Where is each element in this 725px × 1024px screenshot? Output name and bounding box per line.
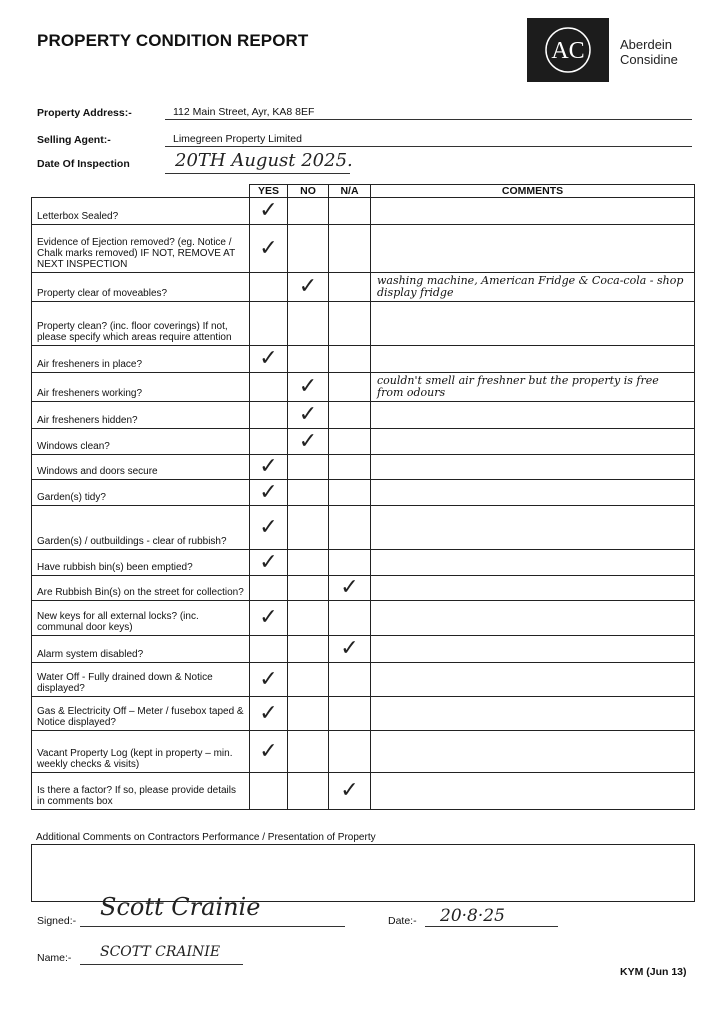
page-title: PROPERTY CONDITION REPORT xyxy=(37,31,309,50)
checklist-question: Gas & Electricity Off – Meter / fusebox taped & Notice displayed? xyxy=(32,697,250,731)
checklist-question: Are Rubbish Bin(s) on the street for collection? xyxy=(32,576,250,601)
checklist-yes-cell xyxy=(250,636,288,663)
checklist-na-cell xyxy=(329,773,371,810)
checklist-comment: couldn't smell air freshner but the property is free from odours xyxy=(371,373,695,402)
checklist-comment xyxy=(371,225,695,273)
tick-mark-icon: ✓ xyxy=(340,778,359,803)
checklist-comment xyxy=(371,773,695,810)
checklist-comment xyxy=(371,601,695,636)
tick-mark-icon: ✓ xyxy=(259,346,278,371)
agent-value: Limegreen Property Limited xyxy=(173,133,302,145)
checklist-na-cell xyxy=(329,373,371,402)
tick-mark-icon: ✓ xyxy=(340,636,359,661)
checklist-comment: washing machine, American Fridge & Coca-cola - shop display fridge xyxy=(371,273,695,302)
condition-checklist xyxy=(31,184,695,810)
name-value: SCOTT CRAINIE xyxy=(100,944,221,960)
checklist-row xyxy=(32,697,695,731)
checklist-comment xyxy=(371,346,695,373)
address-value: 112 Main Street, Ayr, KA8 8EF xyxy=(173,106,315,118)
agent-label: Selling Agent:- xyxy=(37,134,111,146)
company-name-line1: Aberdein xyxy=(620,37,673,52)
checklist-row xyxy=(32,346,695,373)
checklist-comment xyxy=(371,550,695,576)
checklist-question: Windows and doors secure xyxy=(32,455,250,480)
checklist-yes-cell xyxy=(250,663,288,697)
header-no: NO xyxy=(288,185,329,198)
checklist-na-cell xyxy=(329,731,371,773)
tick-mark-icon: ✓ xyxy=(259,605,278,630)
company-name xyxy=(620,37,678,67)
inspection-date-value: 20TH August 2025. xyxy=(175,150,353,171)
checklist-comment xyxy=(371,429,695,455)
checklist-no-cell xyxy=(288,402,329,429)
checklist-row xyxy=(32,302,695,346)
checklist-no-cell xyxy=(288,550,329,576)
address-label: Property Address:- xyxy=(37,107,132,119)
checklist-yes-cell xyxy=(250,480,288,506)
checklist-no-cell xyxy=(288,731,329,773)
checklist-yes-cell xyxy=(250,731,288,773)
checklist-no-cell xyxy=(288,480,329,506)
tick-mark-icon: ✓ xyxy=(298,374,318,399)
checklist-row xyxy=(32,663,695,697)
checklist-row xyxy=(32,601,695,636)
checklist-no-cell xyxy=(288,506,329,550)
checklist-yes-cell xyxy=(250,302,288,346)
checklist-question: Vacant Property Log (kept in property – min. weekly checks & visits) xyxy=(32,731,250,773)
checklist-row xyxy=(32,636,695,663)
tick-mark-icon: ✓ xyxy=(340,575,359,600)
checklist-comment xyxy=(371,506,695,550)
checklist-question: Alarm system disabled? xyxy=(32,636,250,663)
checklist-na-cell xyxy=(329,601,371,636)
checklist-row xyxy=(32,455,695,480)
checklist-no-cell xyxy=(288,636,329,663)
tick-mark-icon: ✓ xyxy=(259,198,278,223)
tick-mark-icon: ✓ xyxy=(259,235,278,261)
checklist-no-cell xyxy=(288,455,329,480)
tick-mark-icon: ✓ xyxy=(259,454,278,479)
checklist-comment xyxy=(371,480,695,506)
checklist-no-cell xyxy=(288,198,329,225)
checklist-na-cell xyxy=(329,429,371,455)
checklist-yes-cell xyxy=(250,346,288,373)
checklist-row xyxy=(32,373,695,402)
checklist-question: Air fresheners hidden? xyxy=(32,402,250,429)
checklist-question: Evidence of Ejection removed? (eg. Notice / Chalk marks removed) IF NOT, REMOVE AT NEXT INSPECTION xyxy=(32,225,250,273)
checklist-row xyxy=(32,225,695,273)
inspection-date-line xyxy=(165,173,350,174)
checklist-comment xyxy=(371,663,695,697)
tick-mark-icon: ✓ xyxy=(298,402,318,427)
tick-mark-icon: ✓ xyxy=(259,479,278,505)
checklist-na-cell xyxy=(329,506,371,550)
name-line xyxy=(80,964,243,965)
checklist-question: Property clean? (inc. floor coverings) If not, please specify which areas require attention xyxy=(32,302,250,346)
checklist-question: Air fresheners working? xyxy=(32,373,250,402)
checklist-na-cell xyxy=(329,273,371,302)
checklist-comment xyxy=(371,576,695,601)
checklist-row xyxy=(32,731,695,773)
checklist-na-cell xyxy=(329,636,371,663)
header-blank xyxy=(32,185,250,198)
checklist-row xyxy=(32,429,695,455)
checklist-question: Property clear of moveables? xyxy=(32,273,250,302)
company-logo xyxy=(527,18,609,82)
logo-mark: AC xyxy=(551,38,585,64)
tick-mark-icon: ✓ xyxy=(259,549,278,575)
checklist-na-cell xyxy=(329,550,371,576)
checklist-no-cell xyxy=(288,697,329,731)
checklist-comment xyxy=(371,402,695,429)
checklist-yes-cell xyxy=(250,550,288,576)
checklist-question: Garden(s) tidy? xyxy=(32,480,250,506)
checklist-no-cell xyxy=(288,576,329,601)
checklist-row xyxy=(32,480,695,506)
checklist-question: Air fresheners in place? xyxy=(32,346,250,373)
checklist-no-cell xyxy=(288,346,329,373)
checklist-question: Is there a factor? If so, please provide details in comments box xyxy=(32,773,250,810)
checklist-na-cell xyxy=(329,663,371,697)
checklist-no-cell xyxy=(288,429,329,455)
checklist-header-row xyxy=(32,185,695,198)
checklist-yes-cell xyxy=(250,576,288,601)
checklist-row xyxy=(32,506,695,550)
checklist-no-cell xyxy=(288,302,329,346)
checklist-question: Garden(s) / outbuildings - clear of rubbish? xyxy=(32,506,250,550)
tick-mark-icon: ✓ xyxy=(259,666,278,692)
checklist-row xyxy=(32,576,695,601)
checklist-no-cell xyxy=(288,225,329,273)
tick-mark-icon: ✓ xyxy=(259,514,278,540)
checklist-na-cell xyxy=(329,225,371,273)
signature-line xyxy=(80,926,345,927)
agent-line xyxy=(165,146,692,147)
checklist-no-cell xyxy=(288,601,329,636)
checklist-na-cell xyxy=(329,302,371,346)
address-line xyxy=(165,119,692,120)
checklist-row xyxy=(32,550,695,576)
signoff-date-value: 20·8·25 xyxy=(440,906,505,926)
signed-label: Signed:- xyxy=(37,915,77,927)
checklist-na-cell xyxy=(329,198,371,225)
checklist-no-cell xyxy=(288,663,329,697)
checklist-comment xyxy=(371,697,695,731)
checklist-question: New keys for all external locks? (inc. communal door keys) xyxy=(32,601,250,636)
checklist-comment xyxy=(371,302,695,346)
checklist-yes-cell xyxy=(250,773,288,810)
checklist-no-cell xyxy=(288,773,329,810)
checklist-yes-cell xyxy=(250,601,288,636)
checklist-row xyxy=(32,773,695,810)
checklist-row xyxy=(32,402,695,429)
checklist-yes-cell xyxy=(250,455,288,480)
checklist-yes-cell xyxy=(250,429,288,455)
checklist-na-cell xyxy=(329,697,371,731)
checklist-na-cell xyxy=(329,402,371,429)
checklist-yes-cell xyxy=(250,697,288,731)
checklist-row xyxy=(32,198,695,225)
checklist-question: Letterbox Sealed? xyxy=(32,198,250,225)
checklist-comment xyxy=(371,731,695,773)
checklist-yes-cell xyxy=(250,225,288,273)
checklist-na-cell xyxy=(329,346,371,373)
tick-mark-icon: ✓ xyxy=(259,738,278,764)
checklist-na-cell xyxy=(329,576,371,601)
signoff-date-label: Date:- xyxy=(388,915,417,927)
checklist-yes-cell xyxy=(250,506,288,550)
checklist-comment xyxy=(371,455,695,480)
tick-mark-icon: ✓ xyxy=(259,700,278,726)
checklist-yes-cell xyxy=(250,373,288,402)
checklist-yes-cell xyxy=(250,402,288,429)
name-label: Name:- xyxy=(37,952,72,964)
checklist-na-cell xyxy=(329,480,371,506)
checklist-comment xyxy=(371,198,695,225)
checklist-question: Windows clean? xyxy=(32,429,250,455)
checklist-question: Water Off - Fully drained down & Notice displayed? xyxy=(32,663,250,697)
signoff-date-line xyxy=(425,926,558,927)
header-yes: YES xyxy=(250,185,288,198)
signature: Scott Crainie xyxy=(100,893,261,921)
checklist-no-cell xyxy=(288,373,329,402)
checklist-question: Have rubbish bin(s) been emptied? xyxy=(32,550,250,576)
checklist-na-cell xyxy=(329,455,371,480)
checklist-yes-cell xyxy=(250,273,288,302)
form-code: KYM (Jun 13) xyxy=(620,966,687,978)
tick-mark-icon: ✓ xyxy=(298,274,318,299)
checklist-comment xyxy=(371,636,695,663)
inspection-date-label: Date Of Inspection xyxy=(37,158,130,170)
checklist-row xyxy=(32,273,695,302)
company-name-line2: Considine xyxy=(620,52,678,67)
checklist-no-cell xyxy=(288,273,329,302)
additional-comments-label: Additional Comments on Contractors Performance / Presentation of Property xyxy=(36,832,376,843)
header-comments: COMMENTS xyxy=(371,185,695,198)
tick-mark-icon: ✓ xyxy=(298,428,318,454)
header-na: N/A xyxy=(329,185,371,198)
checklist-yes-cell xyxy=(250,198,288,225)
